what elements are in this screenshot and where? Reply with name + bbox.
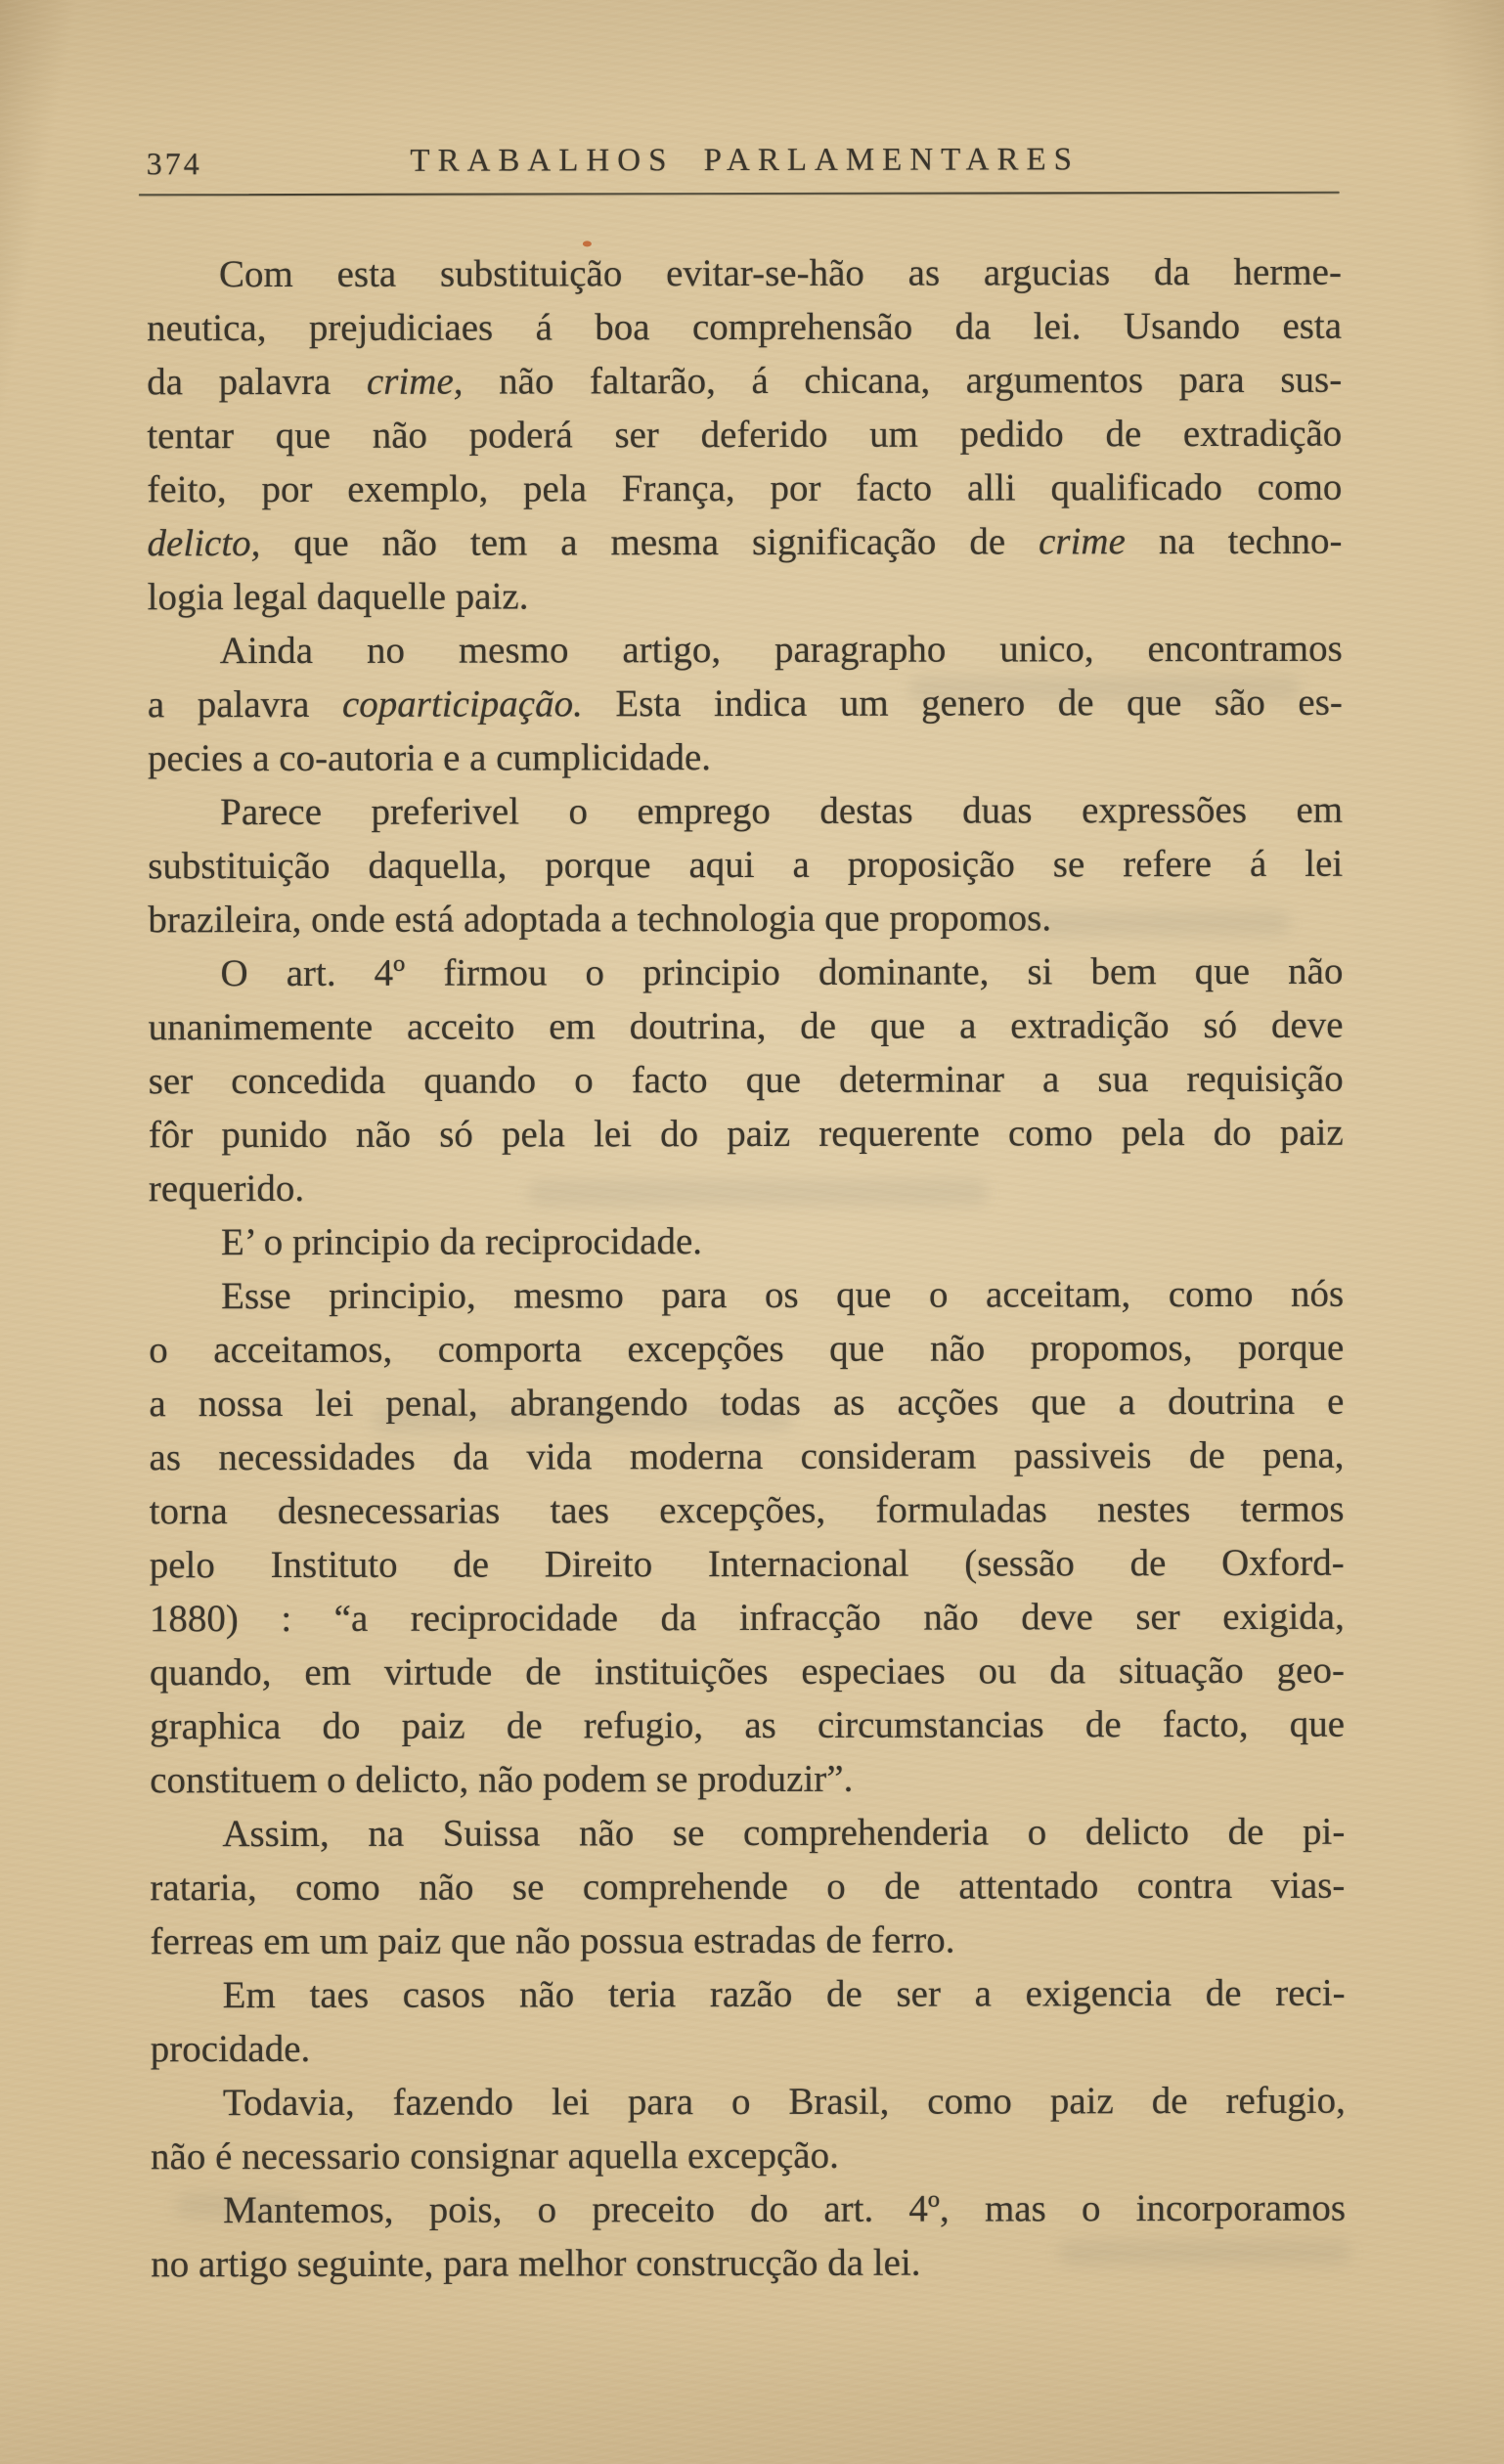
text-line: logia legal daquelle paiz.: [147, 575, 529, 619]
italic-term: delicto,: [147, 522, 261, 565]
text-line: graphica do paiz de refugio, as circumstancias de facto, que: [150, 1702, 1346, 1748]
italic-term: crime,: [366, 360, 464, 403]
text-line: a nossa lei penal, abrangendo todas as acções que a doutrina e: [149, 1380, 1345, 1426]
text-line: ser concedida quando o facto que determinar a sua requisição: [148, 1057, 1344, 1103]
text-line: ferreas em um paiz que não possua estradas de ferro.: [150, 1918, 955, 1963]
running-title: TRABALHOS PARLAMENTARES: [410, 142, 1081, 179]
text-line: da palavra crime, não faltarão, á chicana, argumentos para sus-: [147, 358, 1343, 404]
text-line: Parece preferivel o emprego destas duas expressões em: [220, 788, 1344, 834]
page-header: [0, 0, 1501, 182]
text-line: neutica, prejudiciaes á boa comprehensão da lei. Usando esta: [147, 304, 1343, 350]
text-line: rataria, como não se comprehende o de attentado contra vias-: [150, 1864, 1346, 1910]
text-line: Esse principio, mesmo para os que o acceitam, como nós: [221, 1272, 1345, 1318]
text-line: delicto, que não tem a mesma significação de crime na techno-: [147, 519, 1343, 565]
text-line: unanimemente acceito em doutrina, de que a extradição só deve: [148, 1003, 1344, 1049]
text-line: substituição daquella, porque aqui a proposição se refere á lei: [148, 842, 1344, 888]
text-line: Ainda no mesmo artigo, paragrapho unico, encontramos: [219, 627, 1343, 673]
page-number: 374: [146, 146, 202, 182]
text-line: pelo Instituto de Direito Internacional (sessão de Oxford-: [149, 1541, 1345, 1587]
text-line: as necessidades da vida moderna consideram passiveis de pena,: [149, 1433, 1345, 1479]
text-line: E’ o principio da reciprocidade.: [220, 1220, 703, 1264]
text-line: no artigo seguinte, para melhor construcção da lei.: [151, 2241, 921, 2286]
text-line: quando, em virtude de instituições especiaes ou da situação geo-: [149, 1649, 1345, 1694]
text-line: torna desnecessarias taes excepções, formuladas nestes termos: [149, 1487, 1345, 1533]
text-line: Com esta substituição evitar-se-hão as argucias da herme-: [218, 250, 1342, 296]
text-line: fôr punido não só pela lei do paiz requerente como pela do paiz: [148, 1111, 1344, 1157]
text-line: requerido.: [148, 1166, 305, 1210]
text-line: O art. 4º firmou o principio dominante, si bem que não: [220, 949, 1344, 995]
header-rule: [139, 192, 1340, 197]
text-line: Mantemos, pois, o preceito do art. 4º, mas o incorporamos: [223, 2186, 1347, 2232]
text-line: Assim, na Suissa não se comprehenderia o delicto de pi-: [222, 1810, 1346, 1856]
text-line: feito, por exemplo, pela França, por facto alli qualificado como: [147, 465, 1343, 511]
text-line: procidade.: [150, 2027, 311, 2071]
text-line: Em taes casos não teria razão de ser a exigencia de reci-: [222, 1971, 1346, 2017]
text-line: tentar que não poderá ser deferido um pedido de extradição: [147, 412, 1343, 458]
italic-term: coparticipação.: [341, 682, 583, 726]
text-line: brazileira, onde está adoptada a technologia que propomos.: [148, 897, 1052, 942]
text-line: 1880) : “a reciprocidade da infracção não deve ser exigida,: [149, 1595, 1345, 1641]
text-line: Todavia, fazendo lei para o Brasil, como paiz de refugio,: [222, 2079, 1346, 2125]
text-line: a palavra coparticipação. Esta indica um genero de que são es-: [147, 681, 1343, 726]
scan-artifact-speck: [583, 241, 592, 246]
text-line: constituem o delicto, não podem se produzir”.: [150, 1757, 854, 1802]
italic-term: crime: [1039, 520, 1126, 563]
text-line: o acceitamos, comporta excepções que não propomos, porque: [149, 1326, 1345, 1372]
text-line: não é necessario consignar aquella excepção.: [150, 2134, 839, 2178]
body-text: [147, 245, 1346, 2292]
text-line: pecies a co-autoria e a cumplicidade.: [147, 736, 712, 780]
